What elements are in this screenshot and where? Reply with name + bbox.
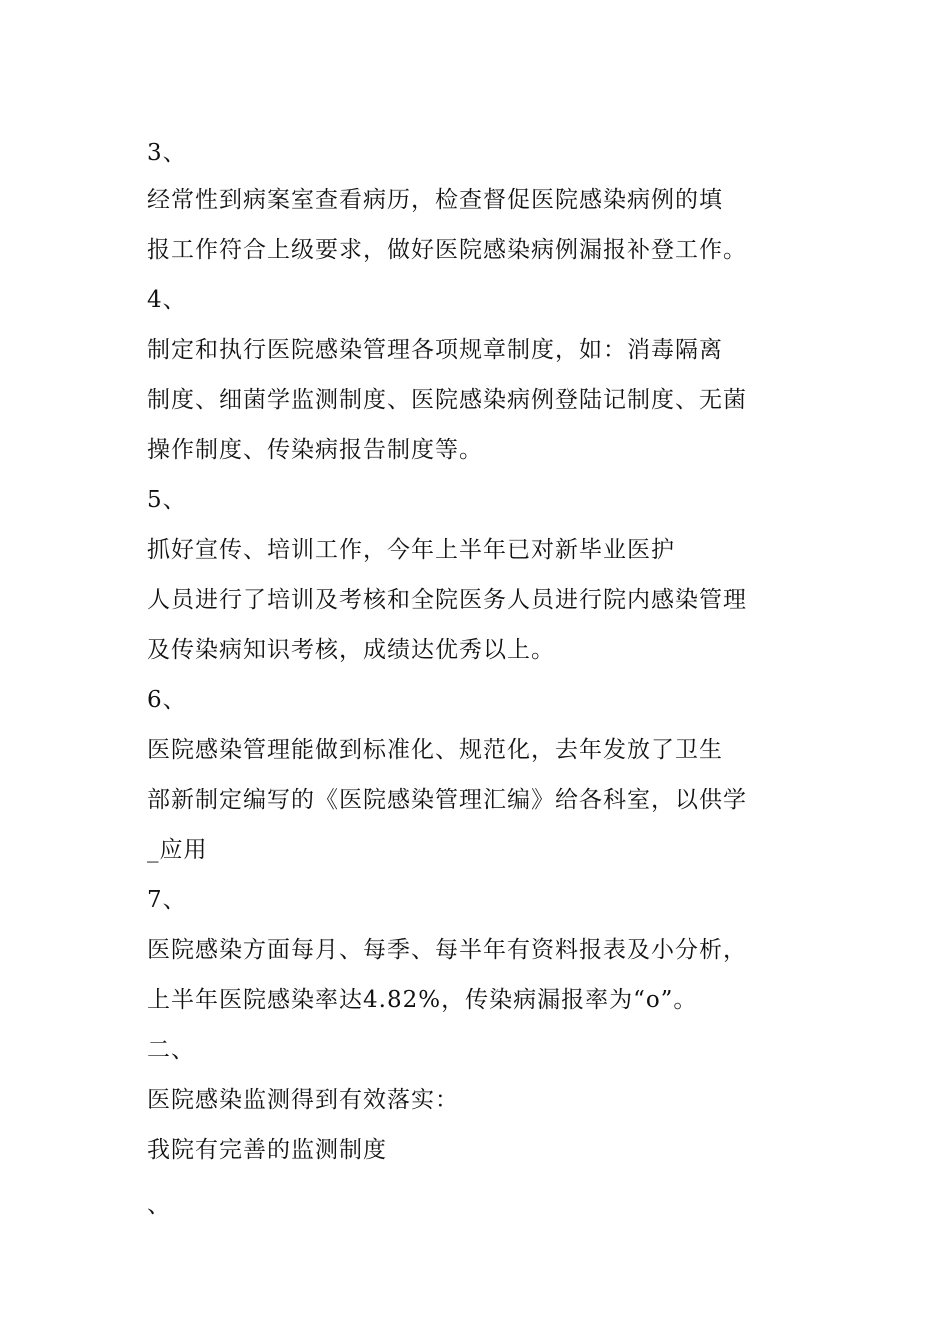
trailing-punctuation: 、 (147, 1192, 171, 1218)
text-line: 抓好宣传、培训工作，今年上半年已对新毕业医护 (147, 537, 675, 563)
text-line: _应用 (147, 837, 208, 863)
section-number-3: 3、 (147, 140, 187, 166)
section-heading-two: 二、 (147, 1037, 195, 1063)
text-line: 报工作符合上级要求，做好医院感染病例漏报补登工作。 (147, 237, 747, 263)
text-line: 部新制定编写的《医院感染管理汇编》给各科室，以供学 (147, 787, 747, 813)
text-line: 医院感染管理能做到标准化、规范化，去年发放了卫生 (147, 737, 723, 763)
text-line: 制定和执行医院感染管理各项规章制度，如：消毒隔离 (147, 337, 723, 363)
text-line: 上半年医院感染率达4.82%，传染病漏报率为“o”。 (147, 987, 698, 1013)
section-number-5: 5、 (147, 487, 187, 513)
section-number-7: 7、 (147, 887, 187, 913)
text-line: 制度、细菌学监测制度、医院感染病例登陆记制度、无菌 (147, 387, 747, 413)
text-line: 人员进行了培训及考核和全院医务人员进行院内感染管理 (147, 587, 747, 613)
text-line: 我院有完善的监测制度 (147, 1137, 387, 1163)
text-line: 操作制度、传染病报告制度等。 (147, 437, 483, 463)
text-line: 及传染病知识考核，成绩达优秀以上。 (147, 637, 555, 663)
text-line: 医院感染监测得到有效落实： (147, 1087, 459, 1113)
text-line: 医院感染方面每月、每季、每半年有资料报表及小分析， (147, 937, 747, 963)
section-number-6: 6、 (147, 687, 187, 713)
section-number-4: 4、 (147, 287, 187, 313)
text-line: 经常性到病案室查看病历，检查督促医院感染病例的填 (147, 187, 723, 213)
